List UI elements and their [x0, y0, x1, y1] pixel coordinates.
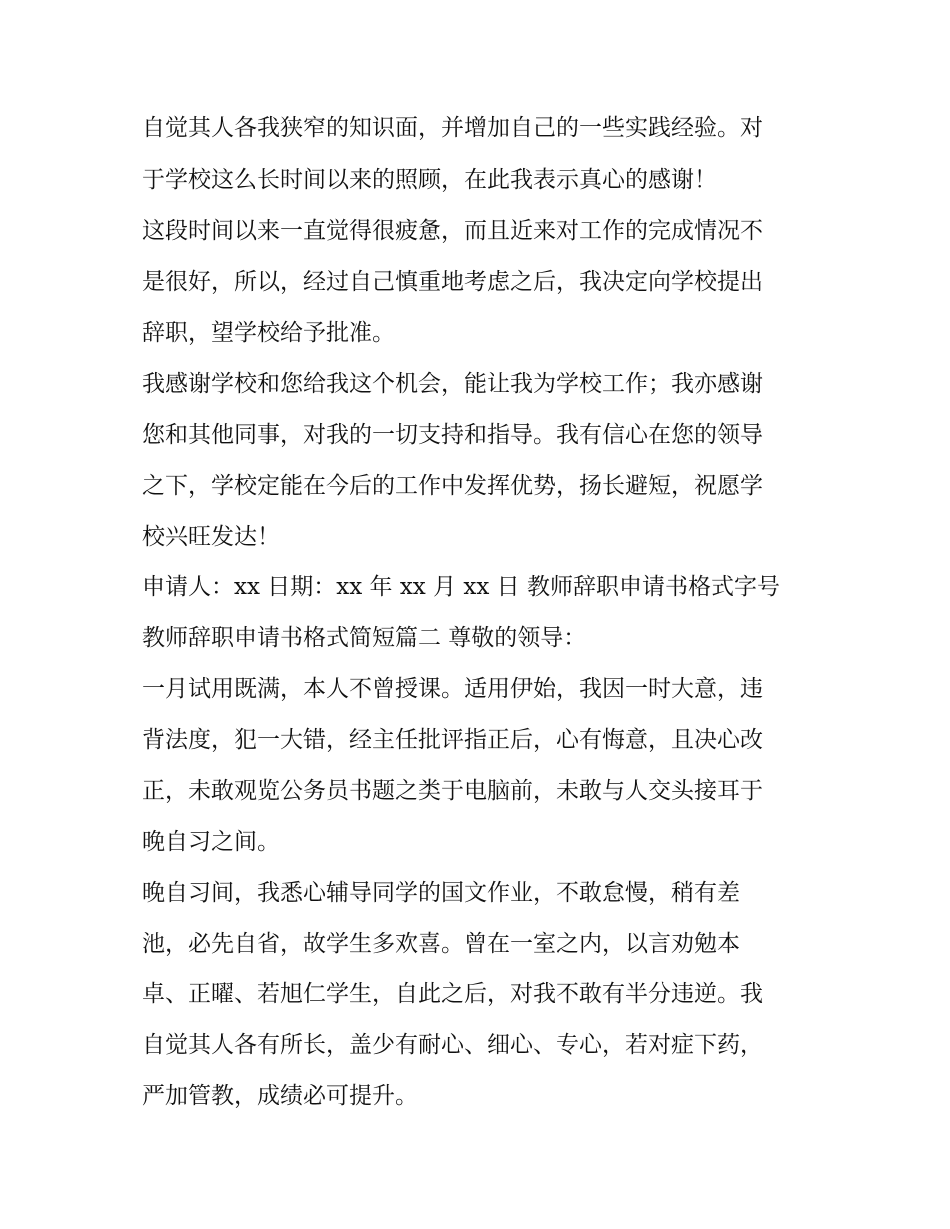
text-line: 之下，学校定能在今后的工作中发挥优势，扬长避短，祝愿学 — [142, 473, 763, 499]
text-line: 池，必先自省，故学生多欢喜。曾在一室之内，以言劝勉本 — [142, 931, 740, 957]
text-line: 辞职，望学校给予批准。 — [142, 320, 395, 346]
text-line: 一月试用既满，本人不曾授课。适用伊始，我因一时大意，违 — [142, 676, 763, 702]
text-line: 我感谢学校和您给我这个机会，能让我为学校工作；我亦感谢 — [142, 371, 763, 397]
text-line: 于学校这么长时间以来的照顾，在此我表示真心的感谢！ — [142, 167, 717, 193]
text-line: 卓、正曜、若旭仁学生，自此之后，对我不敢有半分违逆。我 — [142, 981, 763, 1007]
text-line: 自觉其人各我狭窄的知识面，并增加自己的一些实践经验。对 — [142, 115, 763, 141]
text-line: 教师辞职申请书格式简短篇二 尊敬的领导： — [142, 625, 587, 651]
text-line: 申请人：xx 日期：xx 年 xx 月 xx 日 教师辞职申请书格式字号 — [142, 574, 780, 600]
text-line: 严加管教，成绩必可提升。 — [142, 1083, 418, 1109]
text-line: 背法度，犯一大错，经主任批评指正后，心有悔意，且决心改 — [142, 727, 763, 753]
text-line: 您和其他同事，对我的一切支持和指导。我有信心在您的领导 — [142, 422, 763, 448]
text-line: 自觉其人各有所长，盖少有耐心、细心、专心，若对症下药， — [142, 1032, 763, 1058]
text-line: 校兴旺发达！ — [142, 524, 280, 550]
text-line: 这段时间以来一直觉得很疲惫，而且近来对工作的完成情况不 — [142, 218, 763, 244]
text-line: 晚自习间，我悉心辅导同学的国文作业，不敢怠慢，稍有差 — [142, 880, 740, 906]
text-line: 晚自习之间。 — [142, 829, 280, 855]
text-line: 正，未敢观览公务员书题之类于电脑前，未敢与人交头接耳于 — [142, 778, 763, 804]
text-line: 是很好，所以，经过自己慎重地考虑之后，我决定向学校提出 — [142, 269, 763, 295]
